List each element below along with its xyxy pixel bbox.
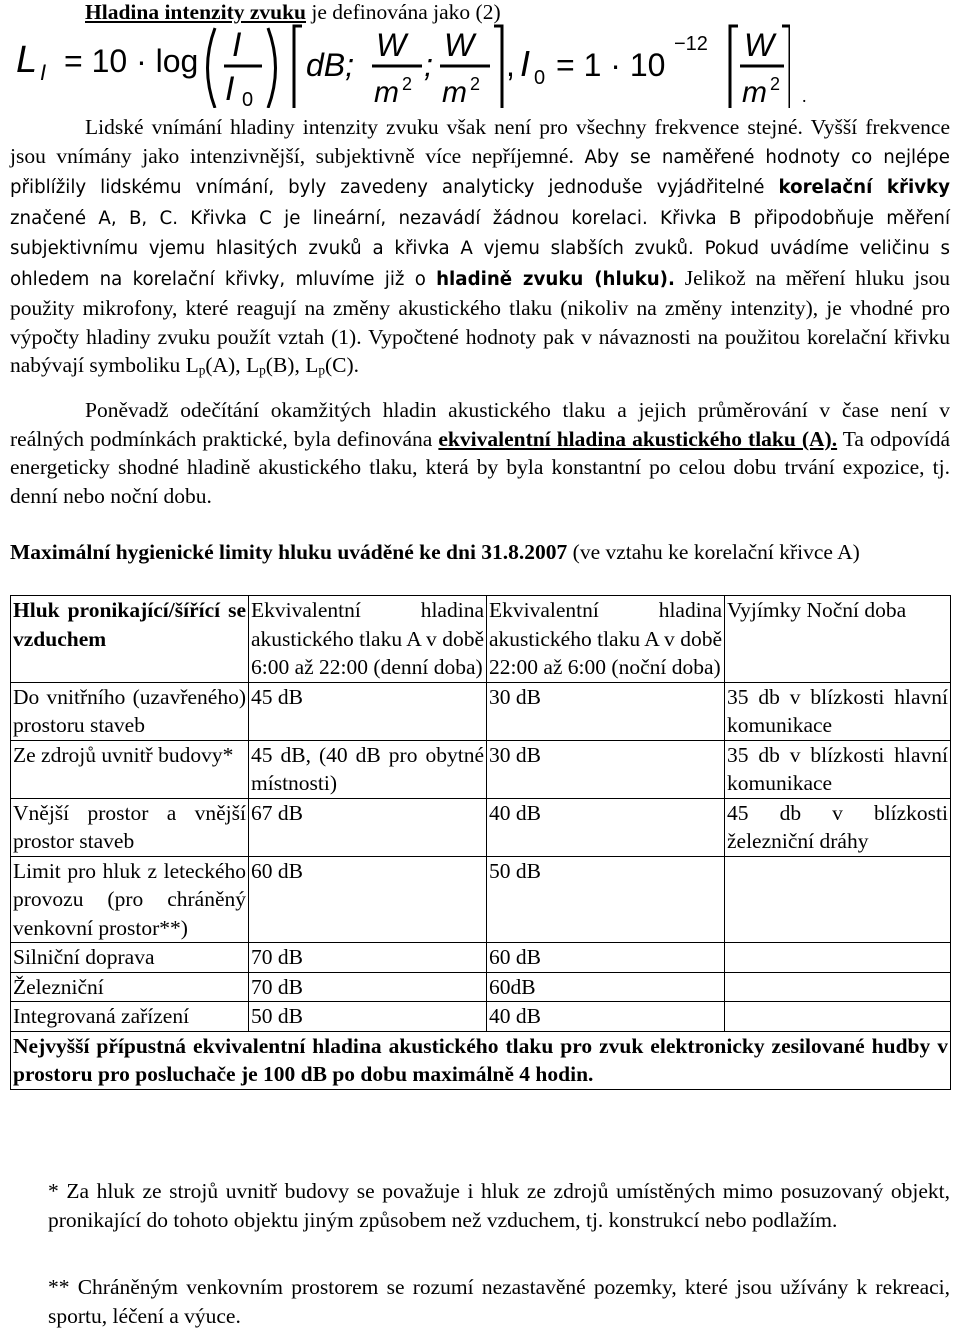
formula-unit-exp2: 2 bbox=[470, 74, 481, 94]
table-cell: 60 dB bbox=[487, 943, 725, 973]
para1-s3: Jelikož na měření hluku jsou použity mikrofony, které reagují na změny akustického tlaku (nikoliv na změny intenzity), je vhodné pro výpočty hladiny zvuku použít vztah (1). Vypočtené hodnoty pak v návaznosti na použitou korelační křivku nabývají symboliku L bbox=[10, 265, 950, 377]
table-cell bbox=[725, 943, 951, 973]
para2-c: Ta odpovídá energeticky shodné hladině akustického tlaku, která by byla konstantní po celou dobu trvání expozice, tj. denní nebo noční dobu. bbox=[10, 426, 950, 508]
table-row bbox=[11, 682, 951, 740]
formula-unit-m2: m bbox=[442, 76, 467, 108]
formula-unit-w1: W bbox=[376, 27, 407, 63]
formula-lhs: L bbox=[16, 39, 38, 81]
table-cell: 50 dB bbox=[487, 856, 725, 943]
table-cell: 35 db v blízkosti hlavní komunikace bbox=[725, 740, 951, 798]
formula-i0-value: = 1 · 10 bbox=[556, 47, 666, 83]
formula-eq: = 10 · log bbox=[64, 43, 199, 79]
formula-lhs-sub: I bbox=[40, 60, 47, 85]
svg-text:,: , bbox=[506, 47, 515, 83]
limits-heading-normal: (ve vztahu ke korelační křivce A) bbox=[567, 540, 860, 564]
formula-unit-m3: m bbox=[742, 76, 767, 108]
table-row bbox=[11, 943, 951, 973]
table-cell: 30 dB bbox=[487, 682, 725, 740]
formula-i0: I bbox=[520, 43, 531, 84]
table-cell: 50 dB bbox=[249, 1002, 487, 1032]
table-cell: Vnější prostor a vnější prostor staveb bbox=[11, 798, 249, 856]
formula-unit-exp3: 2 bbox=[770, 74, 781, 94]
table-cell: 70 dB bbox=[249, 972, 487, 1002]
para1-sub-b: p bbox=[259, 362, 266, 378]
table-cell: 45 dB, (40 dB pro obytné místnosti) bbox=[249, 740, 487, 798]
table-cell: 40 dB bbox=[487, 1002, 725, 1032]
table-cell: 45 db v blízkosti železniční dráhy bbox=[725, 798, 951, 856]
table-header-row bbox=[11, 596, 951, 683]
para1-s5: (B), L bbox=[265, 353, 319, 377]
para1-sub-c: p bbox=[318, 362, 325, 378]
table-cell: Ze zdrojů uvnitř budovy* bbox=[11, 740, 249, 798]
formula-unit-m1: m bbox=[374, 76, 399, 108]
para1-s4: (A), L bbox=[205, 353, 260, 377]
para2-a: Poněvadž odečítání okamžitých hladin akustického tlaku a jejich průměrování v čase není v reálných podmínkách praktické, byla definována bbox=[10, 398, 950, 451]
table-cell: 45 dB bbox=[249, 682, 487, 740]
formula-unit-exp1: 2 bbox=[402, 74, 413, 94]
para1-s2b: korelační křivky bbox=[778, 177, 950, 198]
limits-heading bbox=[10, 538, 950, 567]
table-cell: 35 db v blízkosti hlavní komunikace bbox=[725, 682, 951, 740]
formula-unit-w3: W bbox=[744, 27, 775, 63]
table-cell: Silniční doprava bbox=[11, 943, 249, 973]
formula-i0-sub: 0 bbox=[534, 67, 546, 89]
footnote-protected-outdoor-space: ** Chráněným venkovním prostorem se rozumí nezastavěné pozemky, které jsou užívány k rekreaci, sportu, léčení a výuce. bbox=[48, 1275, 950, 1328]
table-cell: 40 dB bbox=[487, 798, 725, 856]
table-cell: 60 dB bbox=[249, 856, 487, 943]
para1-s2a: Aby se naměřené hodnoty co nejlépe přiblížily lidskému vnímání, byly zavedeny analyticky jednoduše vyjádřitelné bbox=[10, 146, 950, 198]
para1-s2c: značené A, B, C. Křivka C je lineární, nezavádí žádnou korelaci. Křivka B připodobňuje měření subjektivnímu vjemu hlasitých zvuků a křivka A vjemu slabších zvuků. Pokud uvádíme veličinu s ohledem na korelační křivky, mluvíme již o bbox=[10, 207, 950, 290]
table-cell: 70 dB bbox=[249, 943, 487, 973]
table-cell bbox=[725, 856, 951, 943]
para1-s2d: hladině zvuku (hluku). bbox=[436, 268, 675, 290]
table-note: Nejvyšší přípustná ekvivalentní hladina akustického tlaku pro zvuk elektronicky zesilované hudby v prostoru pro posluchače je 100 dB po dobu maximálně 4 hodin. bbox=[11, 1031, 951, 1089]
formula-trailing-dot: . bbox=[802, 86, 807, 106]
formula-i0-exp: −12 bbox=[674, 33, 708, 55]
para2-b: ekvivalentní hladina akustického tlaku (A). bbox=[438, 426, 838, 451]
table-row bbox=[11, 972, 951, 1002]
formula-den: I bbox=[225, 70, 235, 108]
paragraph-equivalent-level bbox=[10, 396, 950, 510]
formula-num: I bbox=[232, 26, 242, 64]
table-cell: Železniční bbox=[11, 972, 249, 1002]
table-row bbox=[11, 740, 951, 798]
heading-term: Hladina intenzity zvuku bbox=[85, 0, 307, 24]
table-note-row bbox=[11, 1031, 951, 1089]
table-cell bbox=[725, 1002, 951, 1032]
table-cell: Do vnitřního (uzavřeného) prostoru staveb bbox=[11, 682, 249, 740]
para1-s6: (C). bbox=[325, 353, 360, 377]
limits-heading-bold: Maximální hygienické limity hluku uváděné ke dni 31.8.2007 bbox=[10, 540, 568, 564]
svg-text:;: ; bbox=[424, 47, 433, 83]
formula-unit-w2: W bbox=[444, 27, 475, 63]
para1-s1: Lidské vnímání hladiny intenzity zvuku však není pro všechny frekvence stejné. Vyšší frekvence jsou vnímány jako intenzivnější, subjektivně více nepříjemné. bbox=[10, 115, 950, 168]
noise-limits-table bbox=[10, 595, 951, 1090]
table-cell: Integrovaná zařízení bbox=[11, 1002, 249, 1032]
formula-unit-db: dB; bbox=[306, 47, 355, 83]
table-cell bbox=[725, 972, 951, 1002]
header-exceptions: Vyjímky Noční doba bbox=[725, 596, 951, 683]
header-day-level: Ekvivalentní hladina akustického tlaku A v době 6:00 až 22:00 (denní doba) bbox=[249, 596, 487, 683]
para1-sub-a: p bbox=[198, 362, 206, 378]
table-cell: 67 dB bbox=[249, 798, 487, 856]
heading-rest: je definována jako (2) bbox=[306, 0, 501, 24]
intensity-level-formula bbox=[10, 20, 790, 108]
table-row bbox=[11, 798, 951, 856]
table-cell: Limit pro hluk z leteckého provozu (pro chráněný venkovní prostor**) bbox=[11, 856, 249, 943]
formula-den-sub: 0 bbox=[242, 89, 254, 108]
paragraph-correlation-curves bbox=[10, 113, 950, 380]
header-noise-type: Hluk pronikající/šířící se vzduchem bbox=[11, 596, 249, 683]
table-cell: 60dB bbox=[487, 972, 725, 1002]
footnote-indoor-sources: * Za hluk ze strojů uvnitř budovy se považuje i hluk ze zdrojů umístěných mimo posuzovaný objekt, pronikající do tohoto objektu jiným způsobem než vzduchem, tj. konstrukcí nebo podlažím. bbox=[48, 1179, 950, 1232]
table-row bbox=[11, 1002, 951, 1032]
table-cell: 30 dB bbox=[487, 740, 725, 798]
header-night-level: Ekvivalentní hladina akustického tlaku A v době 22:00 až 6:00 (noční doba) bbox=[487, 596, 725, 683]
table-row bbox=[11, 856, 951, 943]
